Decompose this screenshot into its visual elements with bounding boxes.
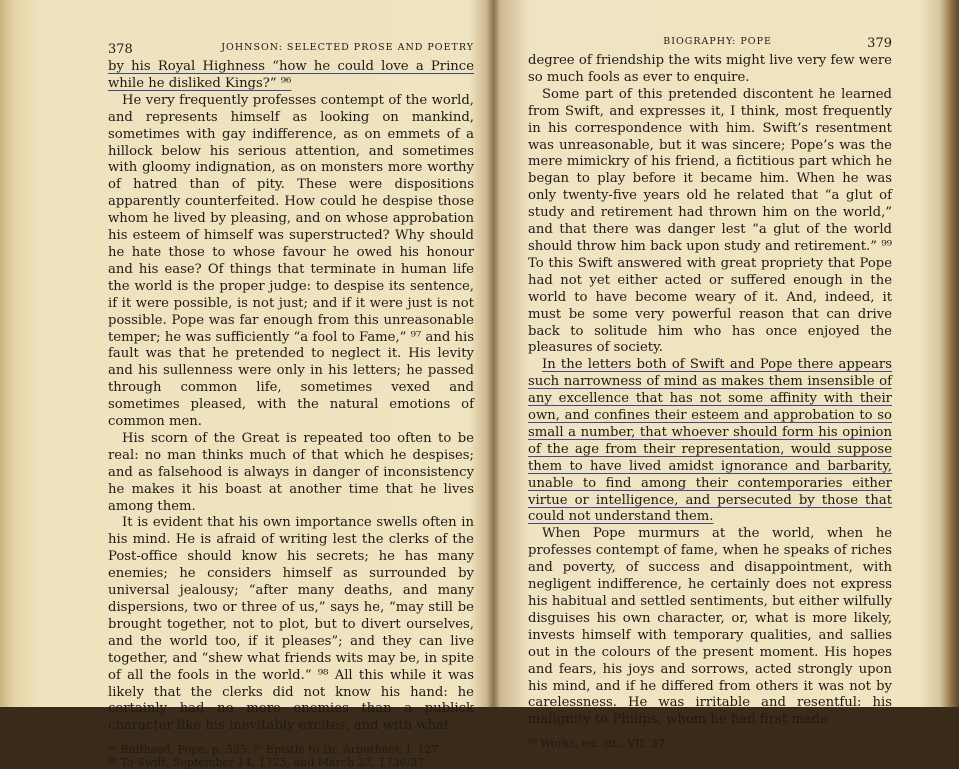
right-page-number: 379 [867,36,892,51]
paragraph: He very frequently professes contempt of the world, and represents himself as looking on mankind, sometimes with gay indifference, as on emmets of a hillock below his serious attention, and sometimes with gloomy indignation, as on monsters more worthy of hatred than of pity. These were dispositions apparently counterfeited. How could he despise those whom he lived by pleasing, and on whose approbation his esteem of himself was superstructed? Why should he hate those to whose favour he owed his honour and his ease? Of things that terminate in human life the world is the proper judge: to despise its sentence, if it were possible, is not just; and if it were just is not possible. Pope was far enough from this unreasonable temper; he was sufficiently “a fool to Fame,” ⁹⁷ and his fault was that he pretended to neglect it. His levity and his sullenness were only in his letters; he passed through common life, sometimes vexed and sometimes pleased, with the natural emotions of common men. [108,92,474,430]
right-page [528,36,892,750]
book-gutter [486,0,500,707]
left-page [108,42,474,769]
paragraph: Some part of this pretended discontent he learned from Swift, and expresses it, I think, most frequently in his correspondence with him. Swift’s resentment was unreasonable, but it was sincere; Pope’s was the mere mimickry of his friend, a fictitious part which he began to play before it became him. When he was only twenty-five years old he related that “a glut of study and retirement had thrown him on the world,” and that there was danger lest “a glut of the world should throw him back upon study and retirement.” ⁹⁹ To this Swift answered with great propriety that Pope had not yet either acted or suffered enough in the world to have become weary of it. And, indeed, it must be some very powerful reason that can drive back to solitude him who has once enjoyed the pleasures of society. [528,86,892,356]
footnote: ⁹⁹ Works, ed. cit., VII, 37. [528,737,669,751]
right-footnotes [528,737,892,750]
paragraph: by his Royal Highness “how he could love a Prince while he disliked Kings?” ⁹⁶ [108,59,474,91]
footnote: ⁹⁶ Ruffhead, Pope, p. 535. ⁹⁷ Epistle to Dr. Arbuthnot, l. 127. [108,743,442,757]
right-page-body [528,53,892,729]
right-page-header [528,36,892,51]
footnote: ⁹⁸ To Swift, September 14, 1725, and March 23, 1736/37. [108,756,428,769]
paragraph: His scorn of the Great is repeated too often to be real: no man thinks much of that which he despises; and as falsehood is always in danger of inconsistency he makes it his boast at another time that he lives among them. [108,430,474,514]
left-page-number: 378 [108,42,133,57]
left-footnotes [108,743,474,769]
right-running-head: BIOGRAPHY: POPE [663,36,772,47]
left-running-head: JOHNSON: SELECTED PROSE AND POETRY [221,42,474,53]
paragraph: degree of friendship the wits might live very few were so much fools as ever to enquire. [528,53,892,85]
paragraph: In the letters both of Swift and Pope there appears such narrowness of mind as makes them insensible of any excellence that has not some affinity with their own, and confines their esteem and approbation to so small a number, that whoever should form his opinion of the age from their representation, would suppose them to have lived amidst ignorance and barbarity, unable to find among their contemporaries either virtue or intelligence, and persecuted by those that could not understand them. [528,357,892,525]
paragraph: It is evident that his own importance swells often in his mind. He is afraid of writing lest the clerks of the Post-office should know his secrets; he has many enemies; he considers himself as surrounded by universal jealousy; “after many deaths, and many dispersions, two or three of us,” says he, “may still be brought together, not to plot, but to divert ourselves, and the world too, if it pleases”; and they can live together, and “shew what friends wits may be, in spite of all the fools in the world.” ⁹⁸ All this while it was likely that the clerks did not know his hand: he certainly had no more enemies than a publick character like his inevitably excites, and with what [108,515,474,734]
paragraph: When Pope murmurs at the world, when he professes contempt of fame, when he speaks of riches and poverty, of success and disappointment, with negligent indifference, he certainly does not express his habitual and settled sentiments, but either wilfully disguises his own character, or, what is more likely, invests himself with temporary qualities, and sallies out in the colours of the present moment. His hopes and fears, his joys and sorrows, acted strongly upon his mind, and if he differed from others it was not by carelessness. He was irritable and resentful: his malignity to Philips, whom he had first made [528,526,892,728]
left-page-header [108,42,474,57]
left-page-body [108,59,474,735]
